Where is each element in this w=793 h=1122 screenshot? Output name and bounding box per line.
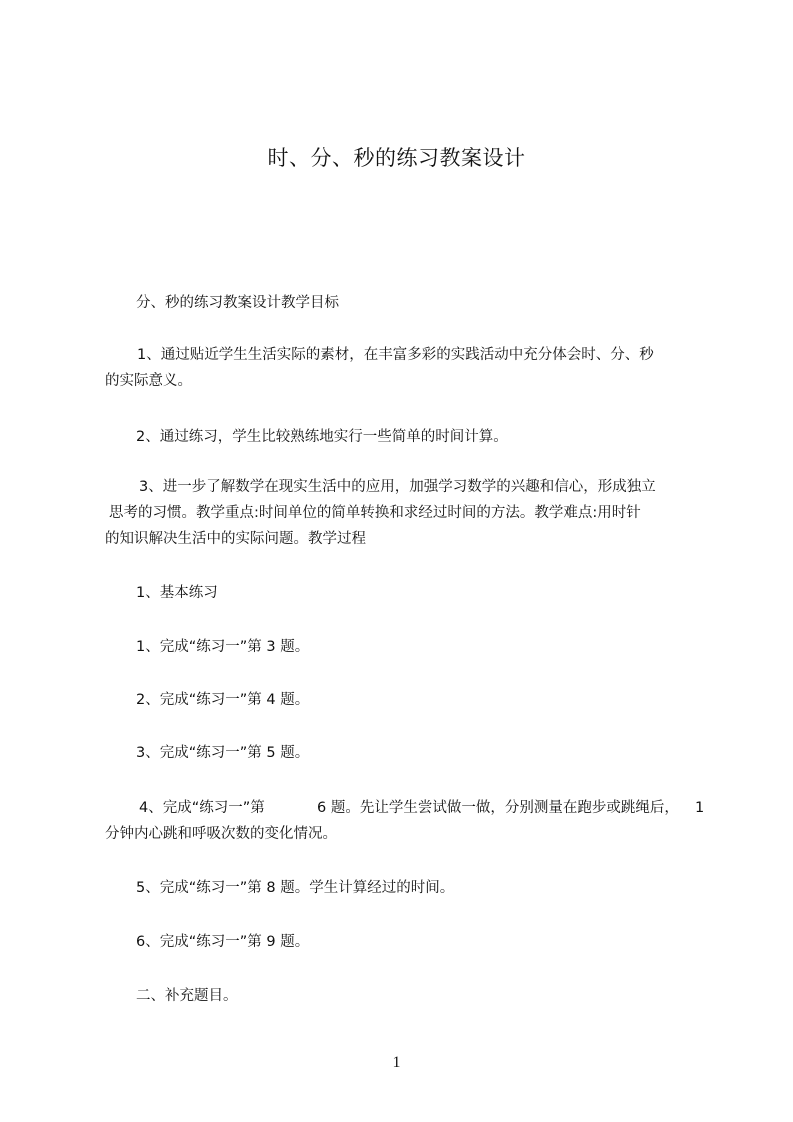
exercise-item-4	[105, 795, 705, 847]
goal-1-line-1: 1、通过贴近学生生活实际的素材，在丰富多彩的实践活动中充分体会时、分、秒	[137, 347, 654, 363]
exercise-item-4-number: 1	[695, 800, 705, 816]
exercise-item-4-line-2: 分钟内心跳和呼吸次数的变化情况。	[105, 826, 337, 842]
goal-3-line-3: 的知识解决生活中的实际问题。教学过程	[105, 531, 366, 547]
exercise-item-1: 1、完成“练习一”第 3 题。	[136, 639, 310, 655]
goal-3-paragraph	[105, 474, 705, 552]
exercise-item-4-text: 6 题。先让学生尝试做一做，分别测量在跑步或跳绳后，	[317, 800, 679, 816]
page-number: 1	[392, 1054, 401, 1071]
exercise-item-2: 2、完成“练习一”第 4 题。	[136, 692, 310, 708]
section-basic-practice: 1、基本练习	[136, 585, 218, 601]
exercise-item-3: 3、完成“练习一”第 5 题。	[136, 745, 310, 761]
goal-3-line-2: 思考的习惯。教学重点:时间单位的简单转换和求经过时间的方法。教学难点:用时针	[109, 505, 641, 521]
section-supplementary: 二、补充题目。	[136, 988, 238, 1004]
objectives-heading: 分、秒的练习教案设计教学目标	[136, 295, 339, 311]
exercise-item-4-prefix: 4、完成“练习一”第	[139, 800, 265, 816]
goal-3-line-1: 3、进一步了解数学在现实生活中的应用，加强学习数学的兴趣和信心，形成独立	[139, 479, 656, 495]
goal-1-line-2: 的实际意义。	[105, 373, 192, 389]
goal-2-paragraph: 2、通过练习，学生比较熟练地实行一些简单的时间计算。	[136, 429, 508, 445]
exercise-item-4-line-1	[105, 795, 705, 821]
document-title: 时、分、秒的练习教案设计	[267, 146, 526, 170]
exercise-item-6: 6、完成“练习一”第 9 题。	[136, 934, 310, 950]
goal-1-paragraph	[105, 342, 705, 394]
exercise-item-5: 5、完成“练习一”第 8 题。学生计算经过的时间。	[136, 880, 455, 896]
